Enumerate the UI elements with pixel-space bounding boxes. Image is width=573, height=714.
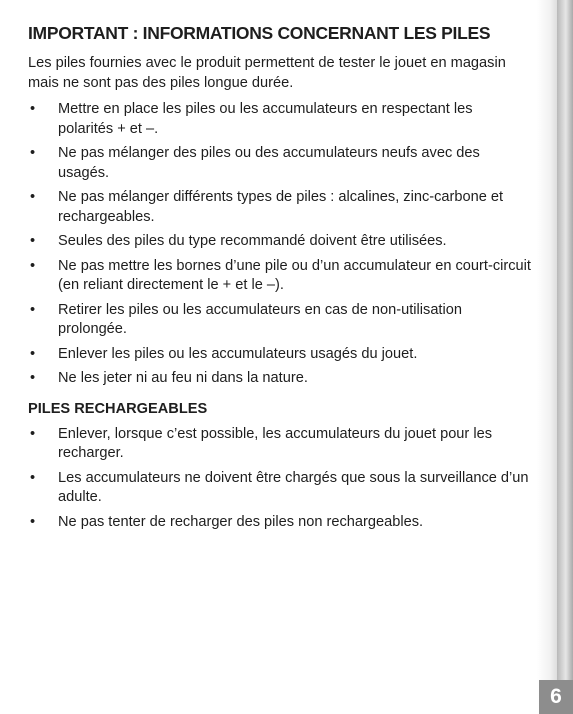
list-item-text: Enlever les piles ou les accumulateurs usagés du jouet. [58,345,418,362]
page-title: IMPORTANT : INFORMATIONS CONCERNANT LES PILES [28,23,491,43]
bullet-icon: • [30,233,36,249]
bullet-icon: • [30,301,36,318]
list-item [28,469,531,508]
list-item [28,188,531,227]
list-item [28,232,531,252]
list-item-text: Enlever, lorsque c’est possible, les accumulateurs du jouet pour les recharger. [58,425,492,461]
list-item-text: Ne pas mélanger différents types de piles : alcalines, zinc-carbone et rechargeables. [58,189,504,225]
list-item [28,100,531,139]
bullet-icon: • [30,370,36,386]
battery-safety-list [28,100,531,389]
list-item-text: Ne pas mélanger des piles ou des accumulateurs neufs avec des usagés. [58,145,480,181]
list-item-text: Mettre en place les piles ou les accumulateurs en respectant les polarités + et –. [58,101,473,137]
list-item [28,425,531,464]
document-body [28,22,531,537]
bullet-icon: • [30,101,36,117]
bullet-icon: • [30,513,36,530]
list-item-text: Retirer les piles ou les accumulateurs en cas de non-utilisation prolongée. [58,301,462,337]
intro-paragraph: Les piles fournies avec le produit permettent de tester le jouet en magasin mais ne sont pas des piles longue durée. [28,55,506,91]
list-item-text: Seules des piles du type recommandé doivent être utilisées. [58,233,447,249]
bullet-icon: • [30,469,36,486]
bullet-icon: • [30,425,36,442]
list-item-text: Ne les jeter ni au feu ni dans la nature. [58,370,308,386]
list-item [28,513,531,533]
section-heading-rechargeable: PILES RECHARGEABLES [28,400,208,417]
list-item [28,369,531,389]
list-item-text: Les accumulateurs ne doivent être chargés que sous la surveillance d’un adulte. [58,469,529,505]
list-item [28,144,531,183]
bullet-icon: • [30,257,36,274]
list-item-text: Ne pas tenter de recharger des piles non rechargeables. [58,513,424,530]
bullet-icon: • [30,189,36,205]
page-edge-band [557,0,573,714]
bullet-icon: • [30,145,36,161]
page-edge-decoration [537,0,573,714]
list-item-text: Ne pas mettre les bornes d’une pile ou d’un accumulateur en court-circuit (en reliant directement le + et le –). [58,257,531,293]
page-number: 6 [539,680,573,714]
rechargeable-list [28,425,531,533]
list-item [28,345,531,365]
list-item [28,257,531,296]
bullet-icon: • [30,345,36,362]
list-item [28,301,531,340]
